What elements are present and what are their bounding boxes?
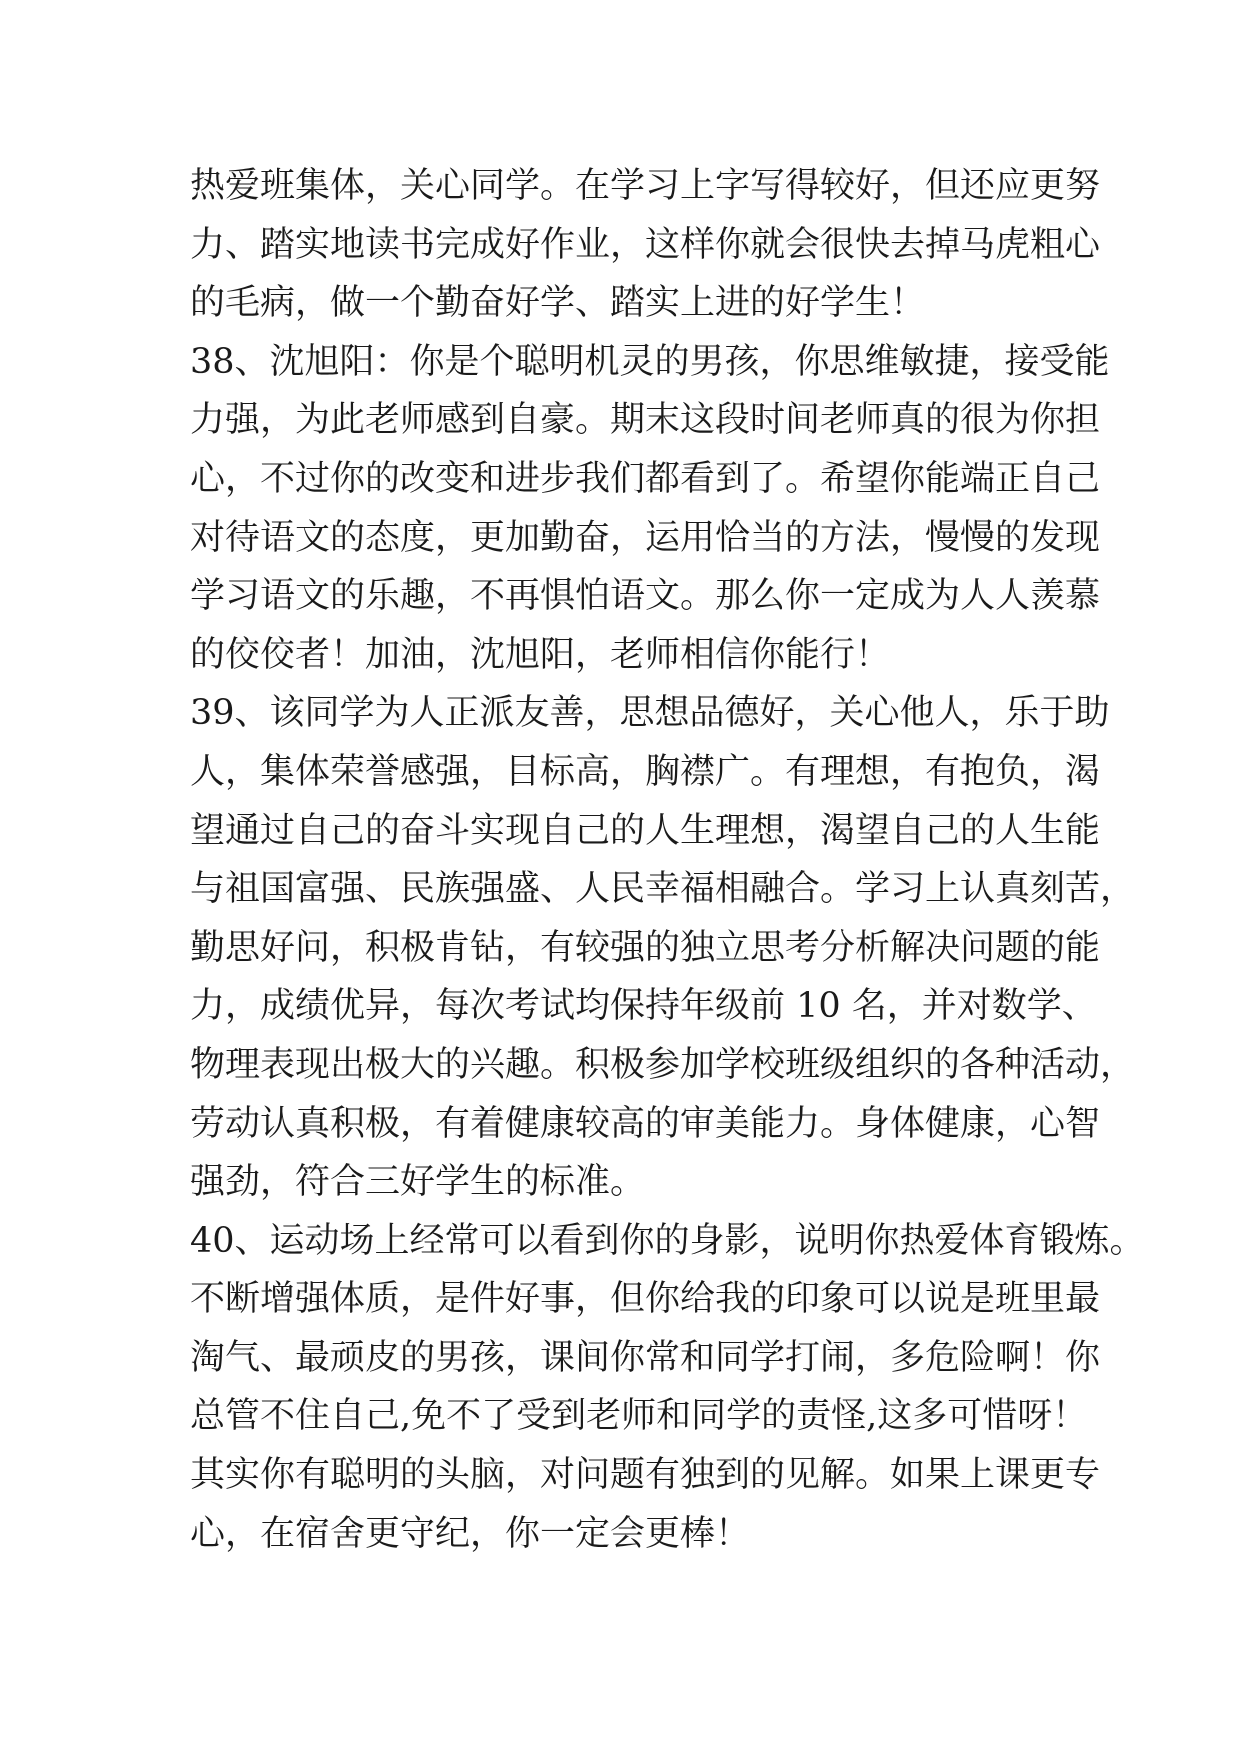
text-line: 劳动认真积极，有着健康较高的审美能力。身体健康，心智 — [190, 1103, 1101, 1144]
text-line: 的毛病，做一个勤奋好学、踏实上进的好学生！ — [190, 283, 926, 324]
text-line: 38、沈旭阳：你是个聪明机灵的男孩，你思维敏捷，接受能 — [190, 341, 1110, 382]
text-line: 心，不过你的改变和进步我们都看到了。希望你能端正自己 — [190, 458, 1101, 499]
text-line: 望通过自己的奋斗实现自己的人生理想，渴望自己的人生能 — [190, 810, 1101, 851]
text-line: 物理表现出极大的兴趣。积极参加学校班级组织的各种活动， — [190, 1044, 1136, 1085]
text-line: 力、踏实地读书完成好作业，这样你就会很快去掉马虎粗心 — [190, 224, 1101, 265]
text-line: 勤思好问，积极肯钻，有较强的独立思考分析解决问题的能 — [190, 927, 1101, 968]
text-line: 心，在宿舍更守纪，你一定会更棒！ — [190, 1513, 751, 1554]
body-text — [190, 157, 1145, 1563]
text-line: 学习语文的乐趣，不再惧怕语文。那么你一定成为人人羡慕 — [190, 576, 1101, 617]
text-line: 39、该同学为人正派友善，思想品德好，关心他人，乐于助 — [190, 693, 1110, 734]
text-line: 对待语文的态度，更加勤奋，运用恰当的方法，慢慢的发现 — [190, 517, 1101, 558]
text-line: 40、运动场上经常可以看到你的身影，说明你热爱体育锻炼。 — [190, 1220, 1145, 1261]
text-line: 不断增强体质，是件好事，但你给我的印象可以说是班里最 — [190, 1279, 1101, 1320]
text-line: 淘气、最顽皮的男孩，课间你常和同学打闹，多危险啊！你 — [190, 1337, 1101, 1378]
text-line: 力强，为此老师感到自豪。期末这段时间老师真的很为你担 — [190, 400, 1101, 441]
text-line: 其实你有聪明的头脑，对问题有独到的见解。如果上课更专 — [190, 1455, 1101, 1496]
text-line: 人，集体荣誉感强，目标高，胸襟广。有理想，有抱负，渴 — [190, 751, 1101, 792]
text-line: 热爱班集体，关心同学。在学习上字写得较好，但还应更努 — [190, 166, 1101, 206]
text-line: 的佼佼者！加油，沈旭阳，老师相信你能行！ — [190, 634, 891, 675]
text-line: 与祖国富强、民族强盛、人民幸福相融合。学习上认真刻苦， — [190, 869, 1136, 910]
text-line: 力，成绩优异，每次考试均保持年级前 10 名，并对数学、 — [190, 986, 1097, 1027]
text-line: 总管不住自己,免不了受到老师和同学的责怪,这多可惜呀！ — [190, 1396, 1088, 1437]
text-line: 强劲，符合三好学生的标准。 — [190, 1162, 646, 1203]
